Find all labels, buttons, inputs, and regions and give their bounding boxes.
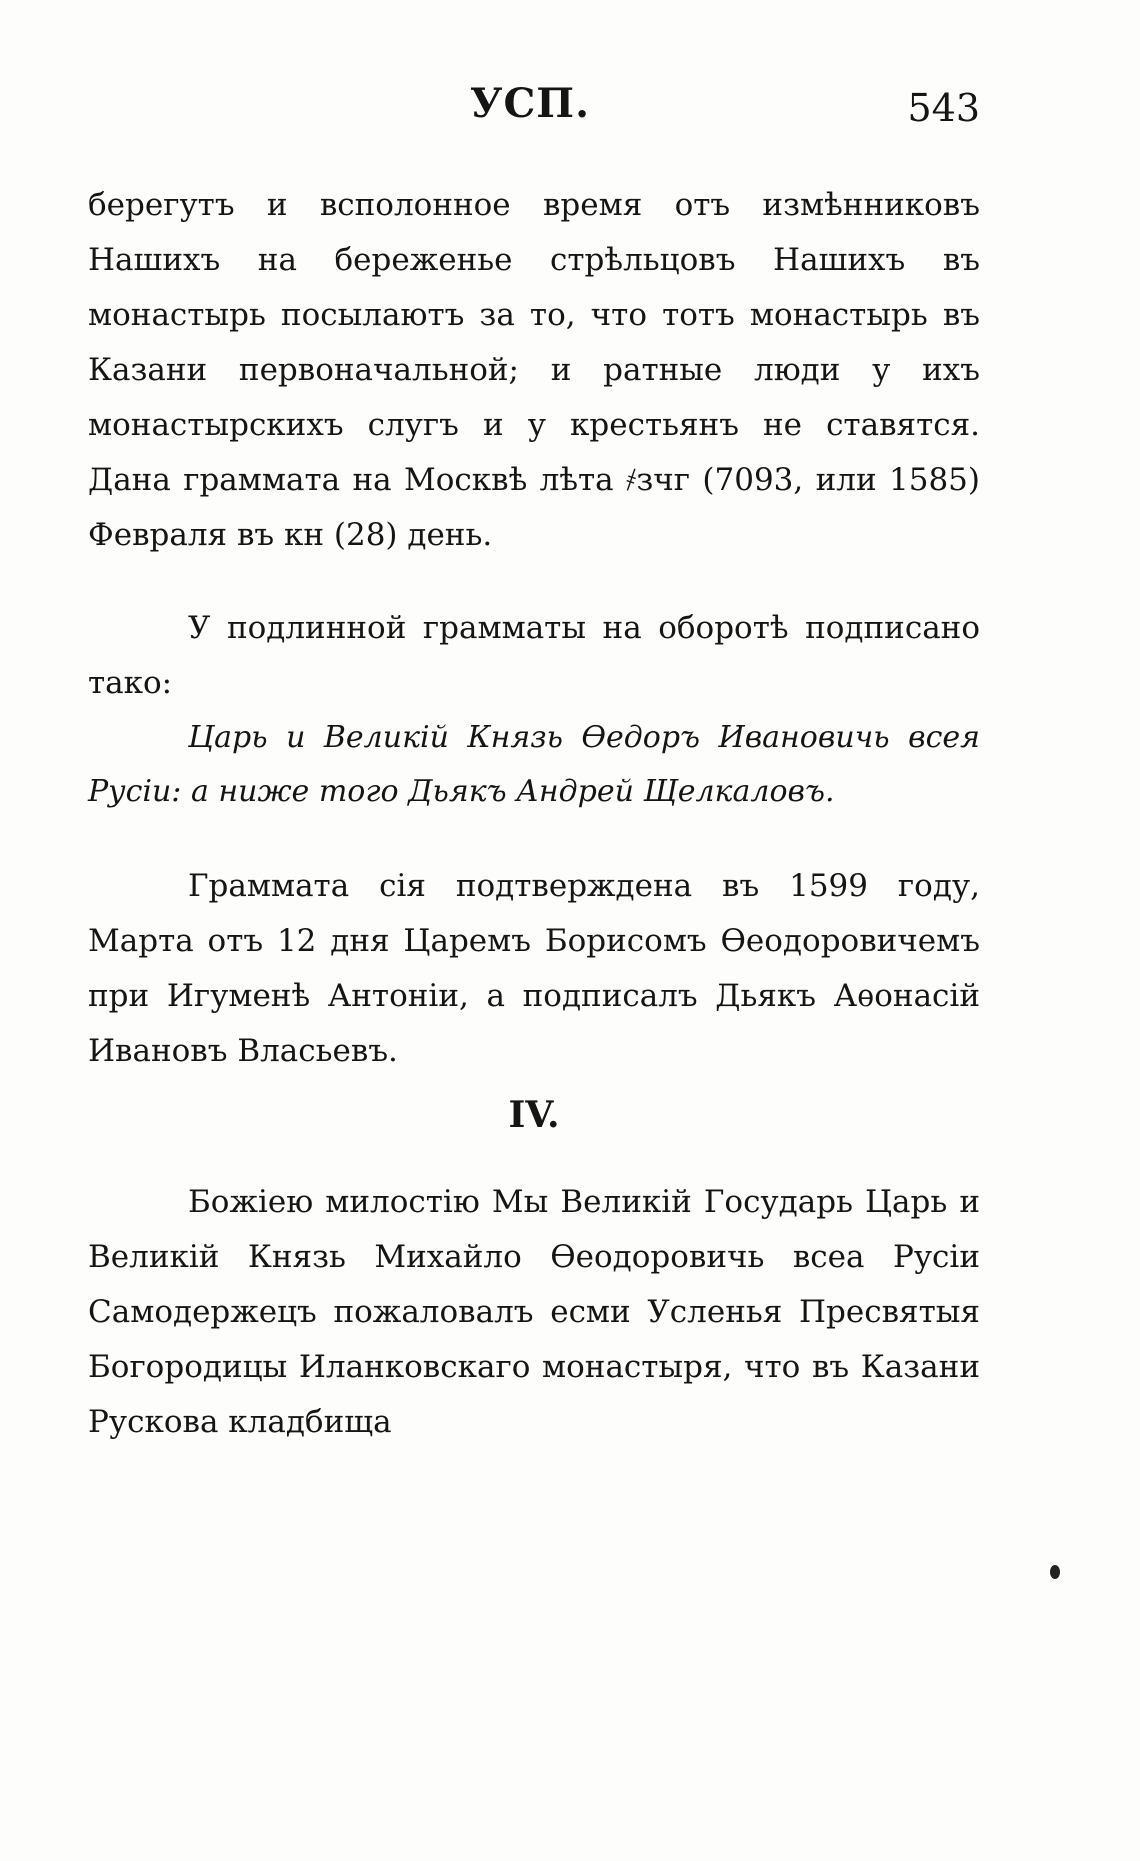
- page-number: 543: [907, 86, 980, 130]
- running-title: УСП.: [470, 80, 590, 127]
- paragraph-reverse-note: У подлинной грамматы на оборотѣ подписано тако:: [88, 610, 980, 701]
- ink-speck: [1050, 1565, 1060, 1579]
- paragraph-confirmation: Граммата сія подтверждена въ 1599 году, Марта отъ 12 дня Царемъ Борисомъ Ѳеодоровичемъ при Игуменѣ Антоніи, а подписалъ Дьякъ Аѳонасій Ивановъ Власьевъ.: [88, 868, 980, 1069]
- running-header: [80, 80, 980, 140]
- main-text-block: [88, 178, 980, 1450]
- paragraph-new-charter: Божіею милостію Мы Великій Государь Царь и Великій Князь Михайло Ѳеодоровичь всеа Русіи Самодержецъ пожаловалъ есми Усленья Пресвятыя Богородицы Иланковскаго монастыря, что въ Казани Рускова кладбища: [88, 1184, 980, 1440]
- paragraph-charter-body: берегутъ и всполонное время отъ измѣнниковъ Нашихъ на береженье стрѣльцовъ Нашихъ въ монастырь посылаютъ за то, что тотъ монастырь въ Казани первоначальной; и ратные люди у ихъ монастырскихъ слугъ и у крестьянъ не ставятся. Дана граммата на Москвѣ лѣта ҂зчг (7093, или 1585) Февраля въ кн (28) день.: [88, 187, 980, 553]
- section-number: IV.: [508, 1094, 560, 1136]
- signature-block: Царь и Великій Князь Ѳедоръ Ивановичь всея Русіи: а ниже того Дьякъ Андрей Щелкаловъ.: [88, 720, 980, 809]
